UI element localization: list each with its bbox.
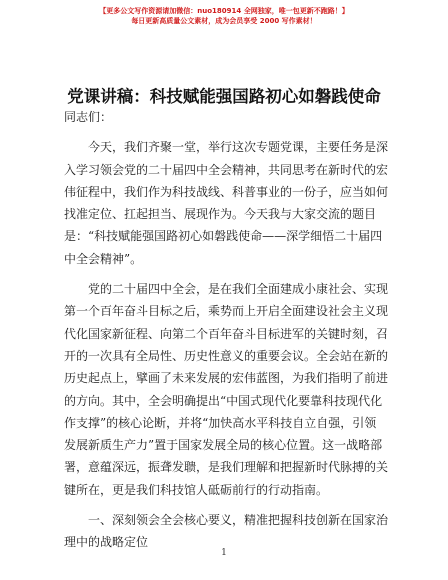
paragraph-line: 的方向。其中，全会明确提出“中国式现代化要靠科技现代化 <box>64 393 383 408</box>
paragraph-line: 署，意蕴深远，振聋发聩，是我们理解和把握新时代脉搏的关 <box>64 460 389 475</box>
document-title: 党课讲稿：科技赋能强国路初心如磐践使命 <box>67 87 381 106</box>
document-body <box>64 106 401 554</box>
page-number: 1 <box>221 548 227 558</box>
paragraph-line: 发展新质生产力”置于国家发展全局的核心位置。这一战略部 <box>64 438 383 453</box>
paragraph-line: 今天，我们齐聚一堂，举行这次专题党课，主要任务是深 <box>88 140 389 155</box>
paragraph-line: 代化国家新征程、向第二个百年奋斗目标进军的关键时刻，召 <box>64 326 389 341</box>
section-heading: 理中的战略定位 <box>64 535 149 550</box>
promo-banner-line1: 【更多公文写作资源请加微信：nuo180914 全网独家，唯一包更新不跑路！】 <box>99 7 349 15</box>
paragraph-line: 党的二十届四中全会，是在我们全面建成小康社会、实现 <box>88 282 389 297</box>
paragraph-line: 作支撑”的核心论断，并将“加快高水平科技自立自强，引领 <box>64 415 377 430</box>
paragraph-line: 找准定位、扛起担当、展现作为。今天我与大家交流的题目 <box>64 207 377 222</box>
paragraph-line: 入学习领会党的二十届四中全会精神，共同思考在新时代的宏 <box>64 162 389 177</box>
promo-banner <box>0 6 448 26</box>
paragraph-line: 中全会精神”。 <box>64 251 143 266</box>
paragraph-line: 是：“科技赋能强国路初心如磐践使命——深学细悟二十届四 <box>64 229 383 244</box>
paragraph-line: 伟征程中，我们作为科技战线、科普事业的一份子，应当如何 <box>64 184 389 199</box>
paragraph-line: 第一个百年奋斗目标之后，乘势而上开启全面建设社会主义现 <box>64 304 389 319</box>
salutation: 同志们： <box>64 110 113 124</box>
promo-banner-line2: 每日更新高质量公文素材，成为会员享受 2000 写作素材！ <box>131 17 317 25</box>
paragraph-line: 键所在，更是我们科技馆人砥砺前行的行动指南。 <box>64 482 329 497</box>
section-heading: 一、深刻领会全会核心要义，精准把握科技创新在国家治 <box>88 513 389 528</box>
paragraph-line: 历史起点上，擘画了未来发展的宏伟蓝图，为我们指明了前进 <box>64 371 389 386</box>
paragraph-line: 开的一次具有全局性、历史性意义的重要会议。全会站在新的 <box>64 348 389 363</box>
